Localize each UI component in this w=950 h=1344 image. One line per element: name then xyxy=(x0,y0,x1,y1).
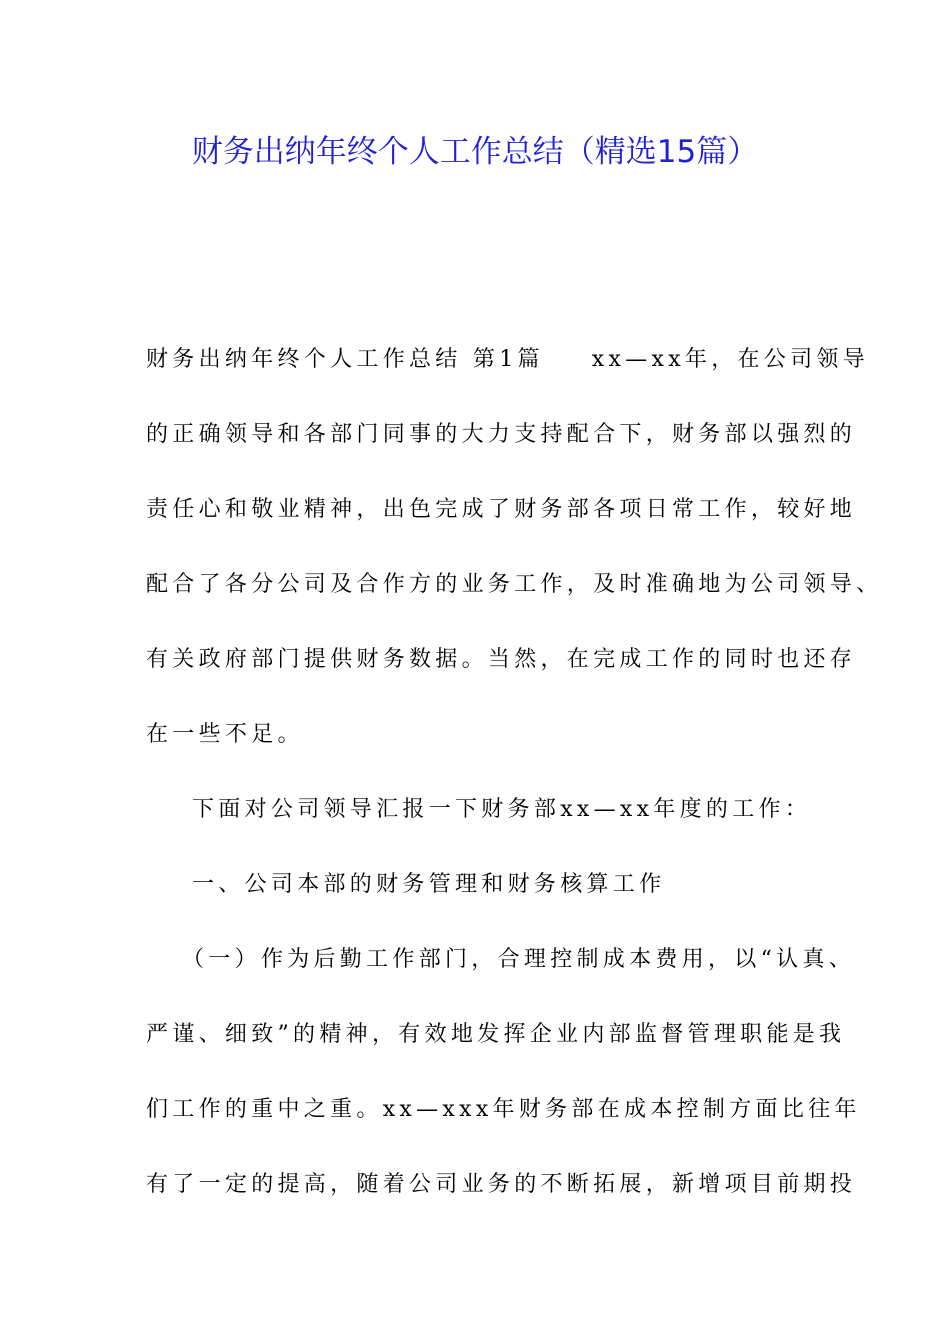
document-title: 财务出纳年终个人工作总结（精选15篇） xyxy=(191,134,759,170)
paragraph-line: 有了一定的提高，随着公司业务的不断拓展，新增项目前期投 xyxy=(146,1172,857,1197)
paragraph-line xyxy=(146,338,870,413)
paragraph-line: 下面对公司领导汇报一下财务部xx—xx年度的工作： xyxy=(192,797,812,822)
paragraph-line: 的正确领导和各部门同事的大力支持配合下，财务部以强烈的 xyxy=(146,422,857,447)
section-heading: 一、公司本部的财务管理和财务核算工作 xyxy=(192,872,666,897)
paragraph-text: xx—xx年，在公司领导 xyxy=(591,347,870,372)
article-heading: 财务出纳年终个人工作总结 第1篇 xyxy=(146,347,544,372)
paragraph-line: （一）作为后勤工作部门，合理控制成本费用，以“认真、 xyxy=(182,947,856,972)
paragraph-line: 责任心和敬业精神，出色完成了财务部各项日常工作，较好地 xyxy=(146,497,857,522)
paragraph-line: 在一些不足。 xyxy=(146,722,304,747)
paragraph-line: 有关政府部门提供财务数据。当然，在完成工作的同时也还存 xyxy=(146,647,857,672)
document-body xyxy=(146,338,883,1238)
paragraph-line: 配合了各分公司及合作方的业务工作，及时准确地为公司领导、 xyxy=(146,572,883,597)
paragraph-line: 严谨、细致”的精神，有效地发挥企业内部监督管理职能是我 xyxy=(146,1022,846,1047)
paragraph-line: 们工作的重中之重。xx—xxx年财务部在成本控制方面比往年 xyxy=(146,1097,861,1122)
